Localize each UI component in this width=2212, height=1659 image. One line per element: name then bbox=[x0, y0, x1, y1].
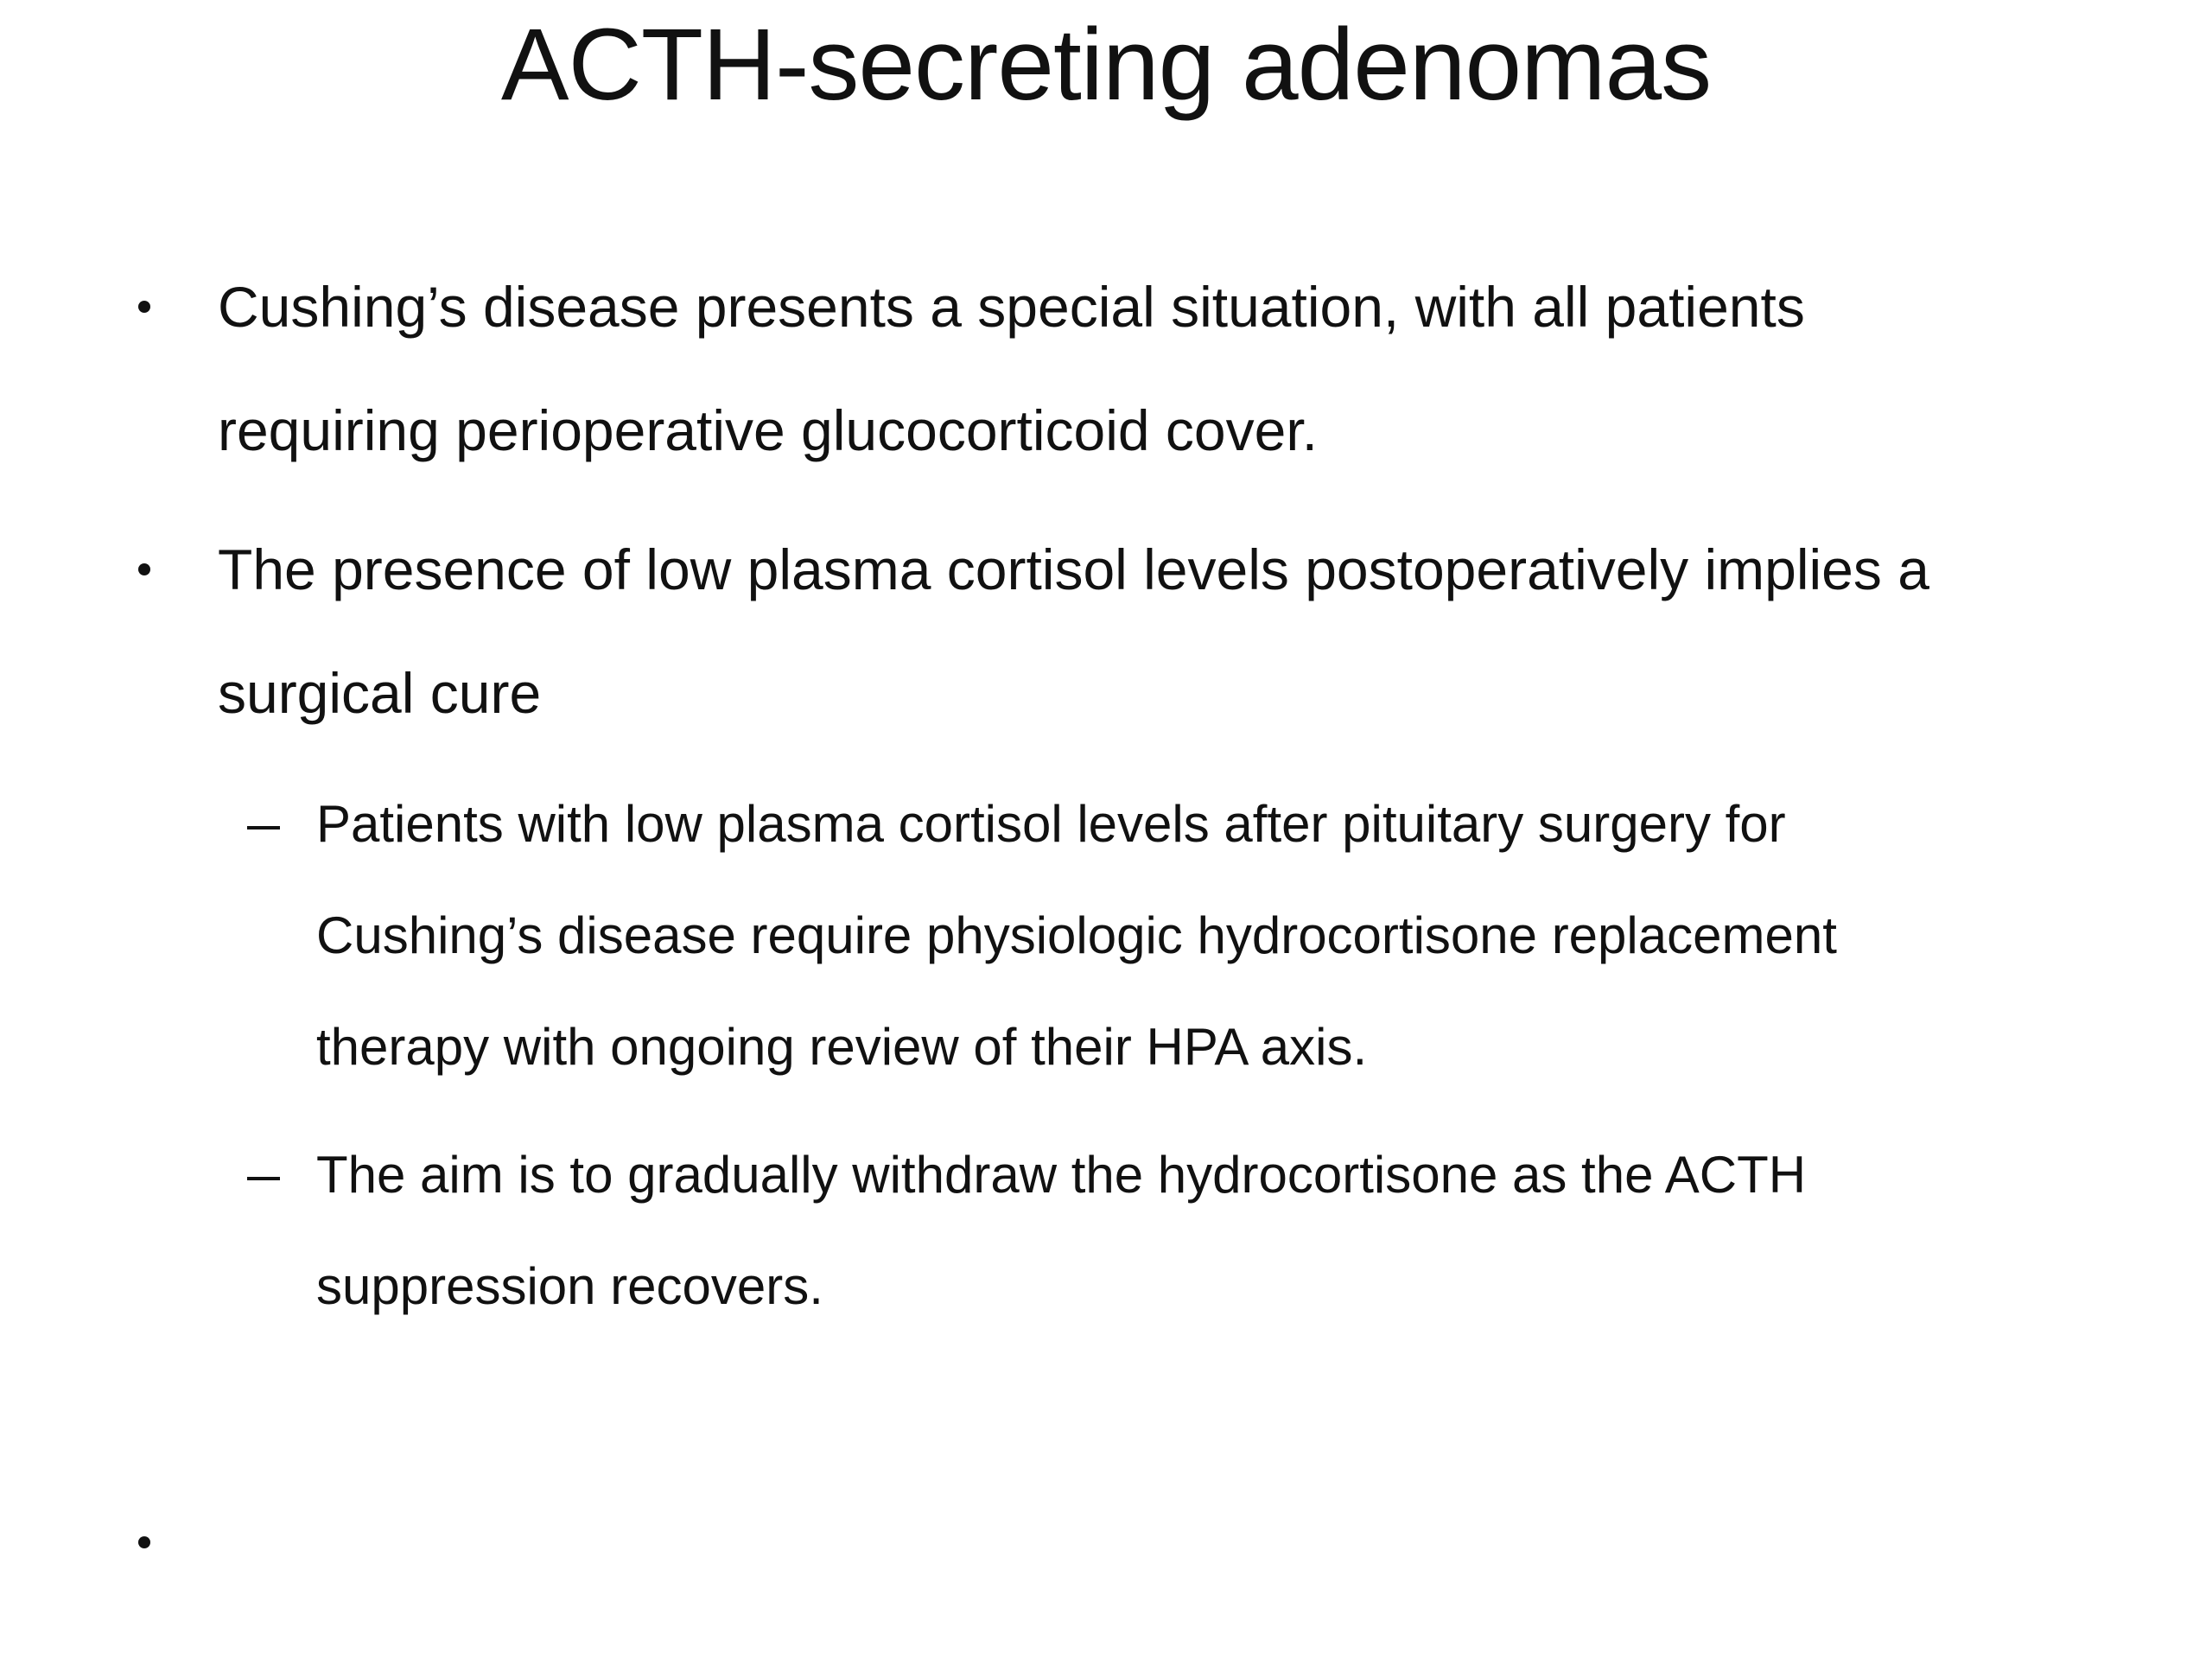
dash-icon bbox=[247, 1177, 280, 1180]
slide-title: ACTH-secreting adenomas bbox=[500, 8, 1712, 122]
sub-bullet-line: The aim is to gradually withdraw the hydrocortisone as the ACTH bbox=[316, 1146, 1807, 1204]
sub-bullet-line: therapy with ongoing review of their HPA axis. bbox=[316, 1018, 1368, 1076]
bullet-dot-icon bbox=[138, 1536, 150, 1548]
bullet-line: surgical cure bbox=[218, 661, 542, 725]
sub-bullet-line: Cushing’s disease require physiologic hydrocortisone replacement bbox=[316, 906, 1837, 964]
sub-bullet-line: suppression recovers. bbox=[316, 1257, 823, 1315]
dash-icon bbox=[247, 826, 280, 830]
bullet-line: requiring perioperative glucocorticoid cover. bbox=[218, 398, 1319, 462]
bullet-line: Cushing’s disease presents a special situation, with all patients bbox=[218, 275, 1805, 339]
bullet-dot-icon bbox=[138, 301, 150, 313]
bullet-dot-icon bbox=[138, 563, 150, 575]
sub-bullet-line: Patients with low plasma cortisol levels after pituitary surgery for bbox=[316, 795, 1786, 853]
bullet-line: The presence of low plasma cortisol levels postoperatively implies a bbox=[218, 537, 1929, 601]
